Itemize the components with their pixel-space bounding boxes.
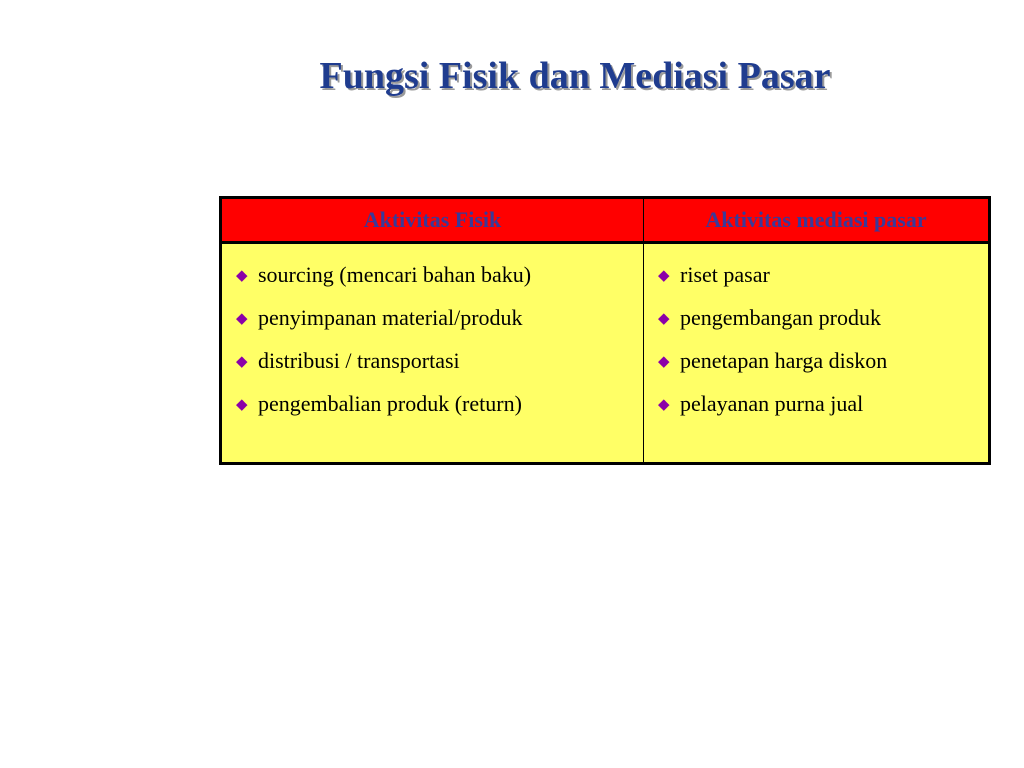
physical-activities-list — [222, 244, 643, 426]
diamond-bullet-icon: ◆ — [658, 397, 670, 413]
list-item-text: pelayanan purna jual — [680, 391, 864, 416]
header-market-mediation-activities: Aktivitas mediasi pasar — [644, 198, 990, 243]
list-item-text: sourcing (mencari bahan baku) — [258, 262, 532, 287]
table-body-row — [221, 243, 990, 464]
diamond-bullet-icon: ◆ — [658, 311, 670, 327]
list-item — [658, 297, 988, 340]
market-mediation-activities-cell — [644, 243, 990, 464]
list-item — [658, 383, 988, 426]
header-physical-activities: Aktivitas Fisik — [221, 198, 644, 243]
list-item-text: penetapan harga diskon — [680, 348, 888, 373]
list-item-text: distribusi / transportasi — [258, 348, 460, 373]
list-item — [236, 383, 643, 426]
list-item-text: pengembangan produk — [680, 305, 881, 330]
list-item — [236, 254, 643, 297]
list-item-text: pengembalian produk (return) — [258, 391, 522, 416]
diamond-bullet-icon: ◆ — [236, 354, 248, 370]
market-mediation-activities-list — [644, 244, 988, 426]
diamond-bullet-icon: ◆ — [658, 354, 670, 370]
list-item-text: riset pasar — [680, 262, 770, 287]
diamond-bullet-icon: ◆ — [236, 268, 248, 284]
diamond-bullet-icon: ◆ — [236, 397, 248, 413]
list-item — [236, 297, 643, 340]
diamond-bullet-icon: ◆ — [658, 268, 670, 284]
list-item — [658, 340, 988, 383]
activities-table — [219, 196, 991, 465]
list-item — [658, 254, 988, 297]
physical-activities-cell — [221, 243, 644, 464]
list-item — [236, 340, 643, 383]
diamond-bullet-icon: ◆ — [236, 311, 248, 327]
table-header-row — [221, 198, 990, 243]
slide-title: Fungsi Fisik dan Mediasi Pasar — [319, 55, 831, 97]
list-item-text: penyimpanan material/produk — [258, 305, 523, 330]
